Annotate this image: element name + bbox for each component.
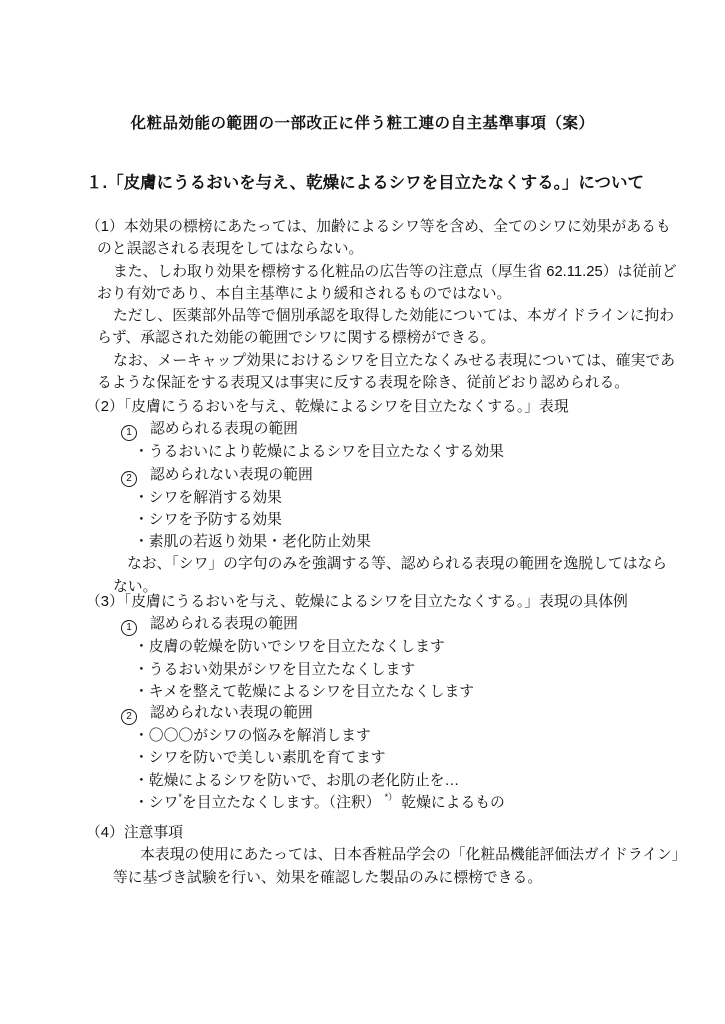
note-line: なお、「シワ」の字句のみを強調する等、認められる表現の範囲を逸脱してはなら <box>127 556 668 573</box>
paragraph-1-line: また、しわ取り効果を標榜する化粧品の広告等の注意点（厚生省 62.11.25）は従前ど <box>113 263 677 280</box>
document-title: 化粧品効能の範囲の一部改正に伴う粧工連の自主基準事項（案） <box>130 115 595 132</box>
paragraph-1-line: らず、承認された効能の範囲でシワに関する標榜ができる。 <box>97 330 496 347</box>
bullet-item: ・シワを予防する効果 <box>134 511 282 528</box>
paragraph-1-line: のと誤認される表現をしてはならない。 <box>97 241 364 258</box>
numbered-item-1 <box>121 418 667 441</box>
numbered-item-2 <box>121 464 667 487</box>
numbered-item-1 <box>121 613 628 636</box>
bullet-item: ・乾燥によるシワを防いで、お肌の老化防止を… <box>134 772 460 789</box>
footnote-asterisk: * <box>178 791 182 802</box>
numbered-item-1-label: 認められる表現の範囲 <box>150 421 298 438</box>
bullet-item: ・シワを解消する効果 <box>134 489 282 506</box>
circled-number-2: 2 <box>121 709 137 725</box>
paragraph-4-heading: （4）注意事項 <box>86 825 184 841</box>
paragraph-2-heading: （2）「皮膚にうるおいを与え、乾燥によるシワを目立たなくする。」表現 <box>86 399 569 415</box>
paragraph-3 <box>86 591 628 703</box>
bullet-item: ・キメを整えて乾燥によるシワを目立たなくします <box>134 683 475 700</box>
circled-number-2: 2 <box>121 471 137 487</box>
bullet-item: ・皮膚の乾燥を防いでシワを目立たなくします <box>134 639 445 656</box>
section-heading-1: １.「皮膚にうるおいを与え、乾燥によるシワを目立たなくする。」について <box>86 174 644 192</box>
circled-number-1: 1 <box>121 425 137 441</box>
footnote-text-post: 乾燥によるもの <box>401 794 505 811</box>
bullet-item: ・うるおいにより乾燥によるシワを目立たなくする効果 <box>134 444 504 461</box>
paragraph-1 <box>86 216 677 394</box>
paragraph-1-line: ただし、医薬部外品等で個別承認を取得した効能については、本ガイドラインに拘わ <box>113 308 675 325</box>
paragraph-4 <box>86 822 687 889</box>
bullet-item: ・うるおい効果がシワを目立たなくします <box>134 661 416 678</box>
note-line: ない。 <box>113 578 158 595</box>
paragraph-1-line: おり有効であり、本自主基準により緩和されるものではない。 <box>97 285 512 302</box>
paragraph-2 <box>86 396 667 598</box>
bullet-item: ・シワを防いで美しい素肌を育てます <box>134 750 386 767</box>
paragraph-3-group-2 <box>86 702 505 814</box>
paragraph-1-line: （1）本効果の標榜にあたっては、加齢によるシワ等を含め、全てのシワに効果があるも <box>86 219 671 235</box>
numbered-item-2-label: 認められない表現の範囲 <box>150 466 313 483</box>
paragraph-4-line: 本表現の使用にあたっては、日本香粧品学会の「化粧品機能評価法ガイドライン」 <box>140 847 687 864</box>
bullet-item: ・素肌の若返り効果・老化防止効果 <box>134 534 371 551</box>
footnote-text-mid: を目立たなくします。（注釈） <box>181 794 381 811</box>
paragraph-4-line: 等に基づき試験を行い、効果を確認した製品のみに標榜できる。 <box>113 869 543 886</box>
bullet-item: ・〇〇〇がシワの悩みを解消します <box>134 728 371 744</box>
paragraph-3-heading: （3）「皮膚にうるおいを与え、乾燥によるシワを目立たなくする。」表現の具体例 <box>86 594 628 610</box>
numbered-item-1-label: 認められる表現の範囲 <box>150 616 298 633</box>
numbered-item-2 <box>121 702 505 725</box>
footnote-asterisk-ref: *） <box>384 791 398 802</box>
bullet-item-with-footnote <box>134 792 505 814</box>
footnote-text-pre: ・シワ <box>134 794 179 811</box>
paragraph-1-line: るような保証をする表現又は事実に反する表現を除き、従前どおり認められる。 <box>97 375 630 392</box>
circled-number-1: 1 <box>121 620 137 636</box>
numbered-item-2-label: 認められない表現の範囲 <box>150 705 313 721</box>
paragraph-1-line: なお、メーキャップ効果におけるシワを目立たなくみせる表現については、確実であ <box>113 352 675 369</box>
